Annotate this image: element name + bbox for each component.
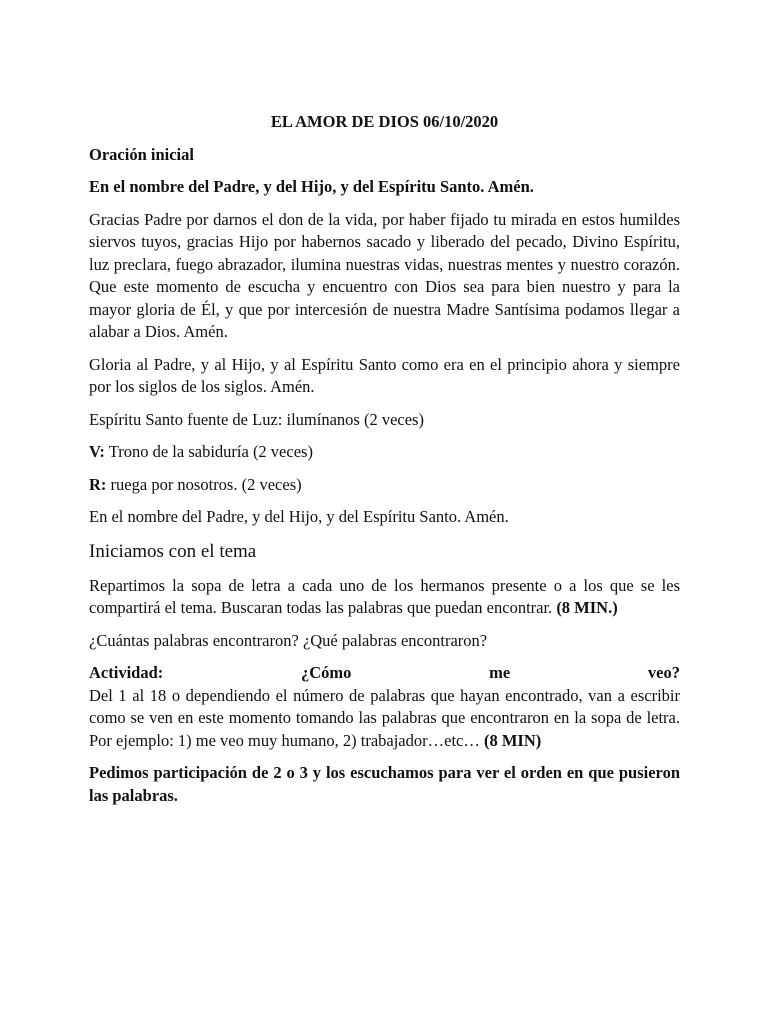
document-page	[89, 111, 680, 817]
activity-word: ¿Cómo	[300, 663, 352, 682]
versicle-label: V:	[89, 442, 105, 461]
activity-word: veo?	[647, 663, 680, 682]
document-title: EL AMOR DE DIOS 06/10/2020	[270, 112, 499, 131]
response-label: R:	[89, 474, 107, 494]
espiritu-santo-line: Espíritu Santo fuente de Luz: ilumínanos (2 veces)	[89, 409, 424, 429]
response-line	[89, 474, 680, 497]
sign-of-cross-plain: En el nombre del Padre, y del Hijo, y del Espíritu Santo. Amén.	[89, 507, 509, 526]
distribute-text: Repartimos la sopa de letra a cada uno de los hermanos presente o a los que se les compartirá el tema. Buscaran todas las palabras que puedan encontrar.	[89, 575, 680, 617]
questions-line: ¿Cuántas palabras encontraron? ¿Qué palabras encontraron?	[89, 630, 488, 650]
activity-paragraph	[89, 685, 680, 753]
activity-word: Actividad:	[89, 663, 164, 682]
participation-paragraph: Pedimos participación de 2 o 3 y los escuchamos para ver el orden en que pusieron las palabras.	[89, 763, 680, 805]
opening-prayer-heading: Oración inicial	[89, 144, 194, 164]
response-text: ruega por nosotros. (2 veces)	[106, 474, 302, 494]
gloria-paragraph: Gloria al Padre, y al Hijo, y al Espíritu Santo como era en el principio ahora y siempre por los siglos de los siglos. Amén.	[89, 354, 680, 396]
activity-text: Del 1 al 18 o dependiendo el número de palabras que hayan encontrado, van a escribir como se ven en este momento tomando las palabras que encontraron en la sopa de letra. Por ejemplo: 1) me veo muy humano, 2) trabajador…etc…	[89, 685, 680, 750]
prayer-thanks-paragraph: Gracias Padre por darnos el don de la vida, por haber fijado tu mirada en estos humildes siervos tuyos, gracias Hijo por habernos sacado y liberado del pecado, Divino Espíritu, luz preclara, fuego abrazador, ilumina nuestras vidas, nuestras mentes y nuestro corazón. Que este momento de escucha y encuentro con Dios sea para bien nuestro y para la mayor gloria de Él, y que por intercesión de nuestra Madre Santísima podamos llegar a alabar a Dios. Amén.	[89, 209, 680, 341]
versicle-text: Trono de la sabiduría (2 veces)	[104, 442, 313, 461]
distribute-paragraph	[89, 575, 680, 620]
activity-time: (8 MIN)	[483, 730, 542, 750]
activity-heading-line	[89, 662, 680, 685]
versicle-line	[89, 441, 680, 464]
distribute-time: (8 MIN.)	[556, 598, 618, 617]
sign-of-cross-bold: En el nombre del Padre, y del Hijo, y del Espíritu Santo. Amén.	[89, 177, 534, 196]
activity-word: me	[489, 663, 511, 682]
section-heading: Iniciamos con el tema	[89, 540, 257, 562]
